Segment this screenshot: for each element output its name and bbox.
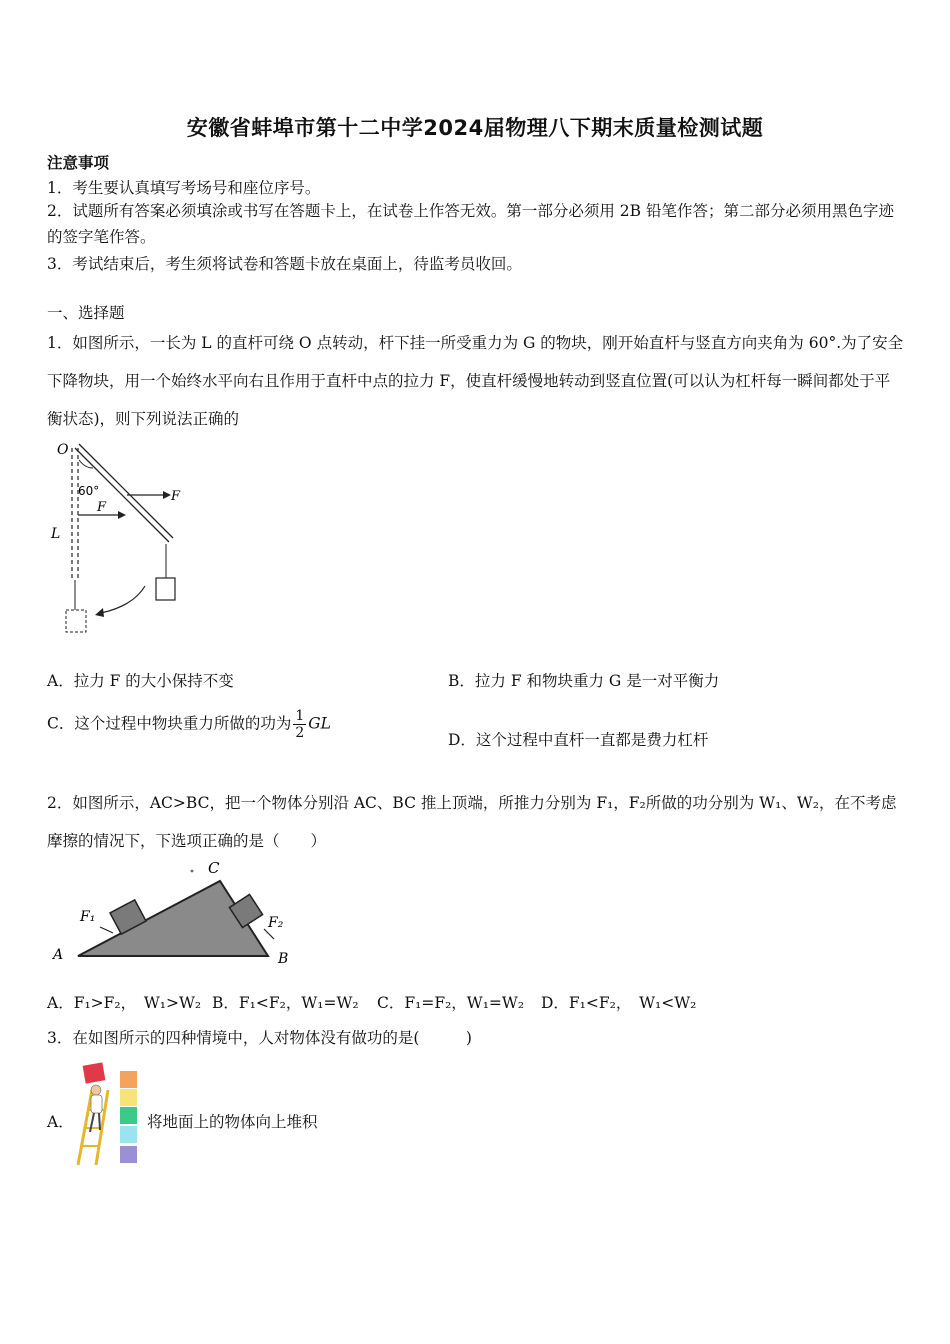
q2-option-d[interactable]: D．F₁<F₂， W₁<W₂ (541, 994, 697, 1012)
question-3-text: 3．在如图所示的四种情境中，人对物体没有做功的是( ) (47, 1029, 472, 1047)
fraction-numerator: 1 (295, 708, 305, 724)
label-f-top: F (171, 489, 181, 504)
stack-block-purple (120, 1146, 137, 1163)
q1-option-a[interactable]: A．拉力 F 的大小保持不变 (47, 672, 234, 690)
notice-item-2: 2．试题所有答案必须填涂或书写在答题卡上，在试卷上作答无效。第一部分必须用 2B 铅笔作答；第二部分必须用黑色字迹的签字笔作答。 (47, 202, 894, 246)
q2-option-c[interactable]: C．F₁=F₂，W₁=W₂ (377, 994, 525, 1012)
stack-block-green (120, 1107, 137, 1124)
q1-option-c[interactable] (47, 708, 331, 741)
q2-incline-figure (48, 855, 308, 975)
label-a: A (53, 947, 64, 963)
q1-lever-figure (45, 438, 205, 638)
label-o: O (57, 442, 69, 458)
stack-block-cyan (120, 1126, 137, 1143)
vertical-dashed-rod (72, 448, 78, 580)
arrow-head-icon (95, 608, 104, 617)
label-angle: 60° (78, 484, 100, 498)
q3-stacking-illustration (74, 1060, 144, 1168)
q2-option-b[interactable]: B．F₁<F₂，W₁=W₂ (212, 994, 359, 1012)
stack-block-yellow (120, 1089, 137, 1106)
arrow-head-icon (118, 511, 126, 519)
held-block-red (83, 1062, 106, 1083)
notice-item-1: 1．考生要认真填写考场号和座位序号。 (47, 179, 321, 197)
page-title: 安徽省蚌埠市第十二中学2024届物理八下期末质量检测试题 (186, 116, 764, 140)
question-2-text: 2．如图所示，AC>BC，把一个物体分别沿 AC、BC 推上顶端，所推力分别为 F₁，F₂所做的功分别为 W₁、W₂，在不考虑摩擦的情况下，下选项正确的是（ ） (47, 794, 897, 850)
dashed-block (66, 610, 86, 632)
notice-heading: 注意事项 (47, 153, 110, 172)
question-1-text: 1．如图所示，一长为 L 的直杆可绕 O 点转动，杆下挂一所受重力为 G 的物块，刚开始直杆与竖直方向夹角为 60°.为了安全下降物块，用一个始终水平向右且作用于直杆中点的拉力 F，使直杆缓慢地转动到竖直位置(可以认为杠杆每一瞬间都处于平衡状态)，则下列说法正确的 (47, 334, 904, 428)
label-l: L (51, 526, 61, 542)
label-f1: F₁ (80, 909, 96, 925)
q1-option-c-prefix: C．这个过程中物块重力所做的功为 (47, 714, 292, 733)
label-f2: F₂ (268, 915, 284, 931)
q3-option-a-letter[interactable]: A． (47, 1113, 74, 1131)
q1-option-d[interactable]: D．这个过程中直杆一直都是费力杠杆 (448, 731, 709, 749)
section-heading: 一、选择题 (47, 304, 125, 322)
q1-option-b[interactable]: B．拉力 F 和物块重力 G 是一对平衡力 (448, 672, 720, 690)
stack-block-orange (120, 1071, 137, 1088)
rotation-arrow (101, 586, 145, 613)
q3-option-a-text: 将地面上的物体向上堆积 (147, 1113, 318, 1131)
q1-option-c-suffix: GL (308, 714, 331, 733)
notice-item-3: 3．考试结束后，考生须将试卷和答题卡放在桌面上，待监考员收回。 (47, 255, 522, 273)
label-f-mid: F (97, 500, 107, 515)
person (90, 1085, 102, 1132)
fraction (293, 708, 306, 741)
label-c: C (208, 859, 220, 877)
q2-option-a[interactable]: A．F₁>F₂， W₁>W₂ (47, 994, 202, 1012)
fraction-denominator: 2 (295, 725, 305, 741)
label-b: B (278, 951, 289, 967)
arrow-head-icon (163, 491, 171, 499)
hanging-block (156, 578, 175, 600)
